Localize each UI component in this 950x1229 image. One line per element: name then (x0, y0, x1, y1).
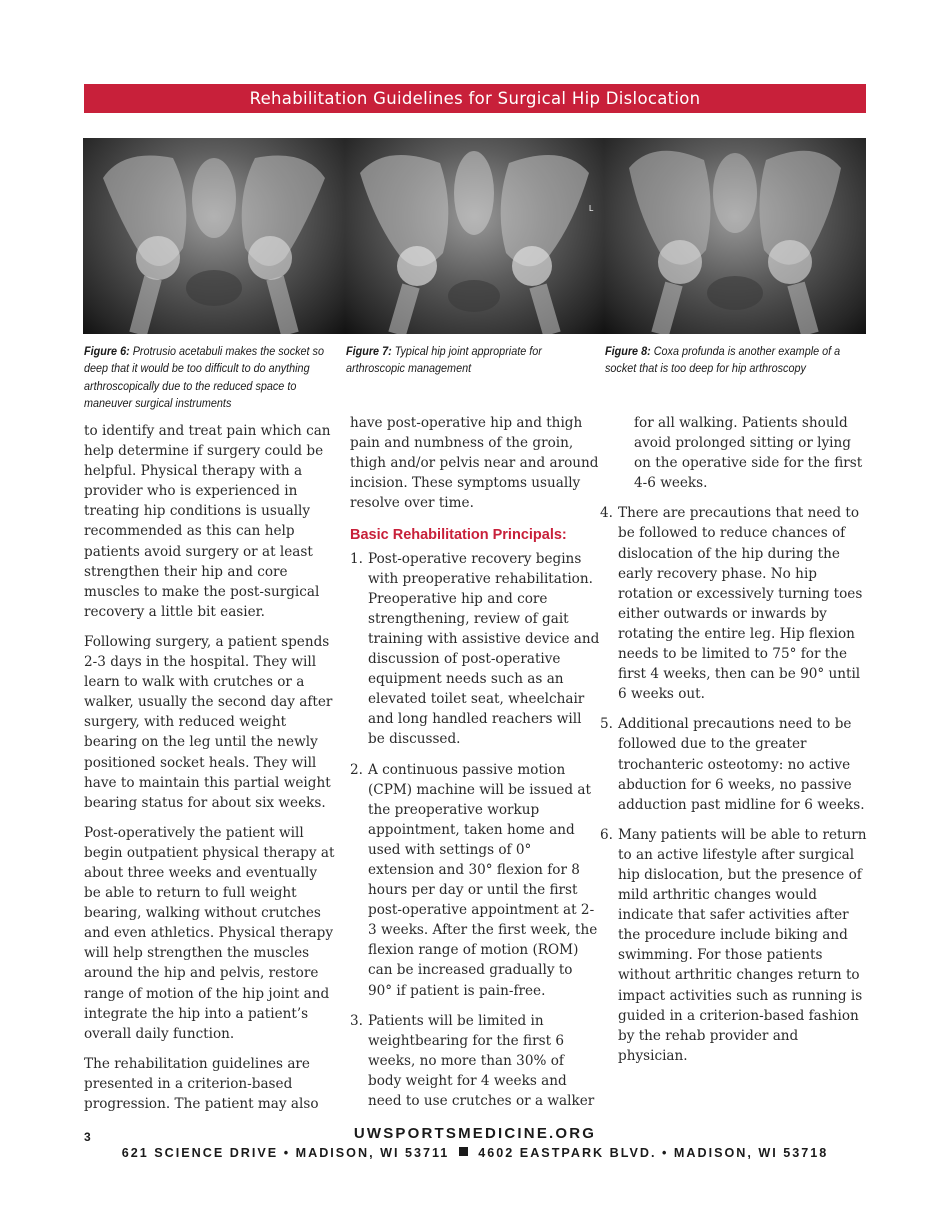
address-science-drive: 621 SCIENCE DRIVE • MADISON, WI 53711 (121, 1146, 450, 1160)
list-number: 5. (600, 716, 613, 733)
figure-7-caption (346, 343, 598, 378)
list-text: Additional precautions need to be followed due to the greater trochanteric osteotomy: no active abduction for 6 weeks, no passive adduction past midline for 6 weeks. (618, 716, 865, 813)
figure-8-label: Figure 8: (605, 344, 651, 358)
figure-6-xray-image (83, 138, 345, 334)
page-title: Rehabilitation Guidelines for Surgical Hip Dislocation (249, 89, 701, 108)
figure-6-text: Protrusio acetabuli makes the socket so deep that it would be too difficult to do anything arthroscopically due to the reduced space to maneuver surgical instruments (84, 344, 324, 410)
list-item (350, 1011, 600, 1111)
body-paragraph: The rehabilitation guidelines are presented in a criterion-based progression. The patient may also (84, 1055, 319, 1112)
list-number: 4. (600, 505, 613, 522)
body-paragraph: for all walking. Patients should avoid prolonged sitting or lying on the operative side for the first 4-6 weeks. (634, 415, 863, 492)
list-item (600, 825, 867, 1066)
page-number: 3 (84, 1130, 91, 1144)
figure-7-text: Typical hip joint appropriate for arthroscopic management (346, 344, 542, 376)
square-separator-icon (459, 1147, 468, 1156)
page-title-banner (84, 84, 866, 113)
figure-8-xray-image (604, 138, 866, 334)
list-text: Post-operative recovery begins with preoperative rehabilitation. Preoperative hip and core strengthening, review of gait training with assistive device and discussion of post-operative equipment needs such as an elevated toilet seat, wheelchair and long handled reachers will be discussed. (368, 550, 600, 748)
list-item (600, 714, 867, 814)
list-number: 2. (350, 761, 363, 778)
body-paragraph: have post-operative hip and thigh pain and numbness of the groin, thigh and/or pelvis near and around incision. These symptoms usually resolve over time. (350, 415, 599, 512)
column-1 (84, 421, 336, 1124)
list-text: A continuous passive motion (CPM) machine will be issued at the preoperative workup appointment, taken home and used with settings of 0° extension and 30° flexion for 8 hours per day or until the first post-operative appointment at 2-3 weeks. After the first week, the flexion range of motion (ROM) can be increased gradually to 90° if patient is pain-free. (368, 761, 598, 999)
figure-7-xray-image (345, 138, 604, 334)
list-number: 3. (350, 1012, 363, 1029)
column-2 (350, 413, 600, 1121)
list-text: Patients will be limited in weightbearing for the first 6 weeks, no more than 30% of body weight for 4 weeks and need to use crutches or a walker (368, 1012, 595, 1109)
list-item (350, 549, 600, 750)
list-text: Many patients will be able to return to an active lifestyle after surgical hip dislocation, but the presence of mild arthritic changes would indicate that safer activities after the procedure include biking and swimming. For those patients without arthritic changes return to impact activities such as running is guided in a criterion-based fashion by the rehab provider and physician. (618, 826, 867, 1064)
list-number: 6. (600, 826, 613, 843)
body-paragraph: to identify and treat pain which can help determine if surgery could be helpful. Physical therapy with a provider who is experienced in treating hip conditions is usually recommended as this can help patients avoid surgery or at least strengthen their hip and core muscles to make the post-surgical recovery a little bit easier. (84, 423, 331, 620)
figure-7-label: Figure 7: (346, 344, 392, 358)
section-heading: Basic Rehabilitation Principals: (350, 527, 567, 544)
body-paragraph: Post-operatively the patient will begin outpatient physical therapy at about three weeks and eventually be able to return to full weight bearing, walking without crutches and even athletics. Physical therapy will help strengthen the muscles around the hip and pelvis, restore range of motion of the hip joint and integrate the hip into a patient’s overall daily function. (84, 824, 335, 1042)
list-number: 1. (350, 550, 363, 567)
list-text: There are precautions that need to be followed to reduce chances of dislocation of the hip during the early recovery phase. No hip rotation or excessively turning toes either outwards or inwards by rotating the entire leg. Hip flexion needs to be limited to 75° for the first 4 weeks, then can be 90° until 6 weeks out. (618, 505, 863, 703)
list-item (350, 760, 600, 1001)
figure-8-text: Coxa profunda is another example of a socket that is too deep for hip arthroscopy (605, 344, 841, 376)
list-item (600, 503, 867, 704)
xray-side-marker: L (589, 204, 594, 213)
column-3 (600, 413, 867, 1076)
body-paragraph: Following surgery, a patient spends 2-3 days in the hospital. They will learn to walk with crutches or a walker, usually the second day after surgery, with reduced weight bearing on the leg until the newly positioned socket heals. They will have to maintain this partial weight bearing status for about six weeks. (84, 633, 333, 811)
footer-address (0, 1146, 950, 1160)
principles-list (350, 549, 600, 1112)
figure-6-label: Figure 6: (84, 344, 130, 358)
figure-6-caption (84, 343, 336, 412)
footer-website: UWSPORTSMEDICINE.ORG (353, 1125, 597, 1142)
principles-list-continued (600, 503, 867, 1066)
address-eastpark: 4602 EASTPARK BLVD. • MADISON, WI 53718 (478, 1146, 829, 1160)
figure-8-caption (605, 343, 862, 378)
